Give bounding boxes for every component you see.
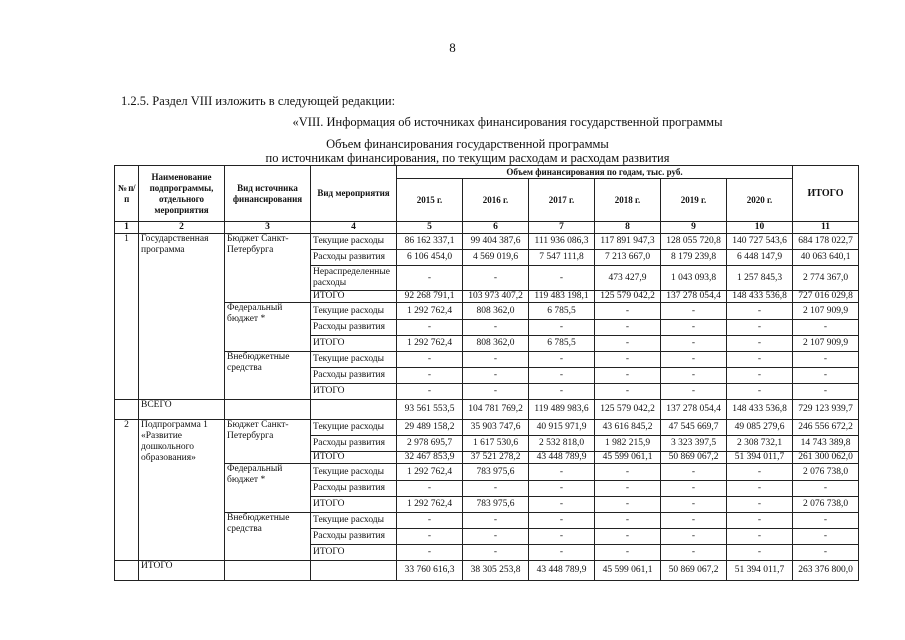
header-year: 2020 г. (727, 179, 793, 222)
value-cell: - (397, 513, 463, 529)
value-cell: - (529, 384, 595, 400)
value-cell: - (529, 497, 595, 513)
total-label: ВСЕГО (139, 400, 225, 420)
value-cell: - (727, 336, 793, 352)
value-cell: - (595, 336, 661, 352)
intro-text: 1.2.5. Раздел VIII изложить в следующей редакции: (121, 94, 396, 108)
value-cell: 2 107 909,9 (793, 336, 859, 352)
value-cell: - (661, 481, 727, 497)
index-cell: 2 (139, 222, 225, 234)
value-cell: 125 579 042,2 (595, 291, 661, 303)
kind-label: Текущие расходы (311, 513, 397, 529)
index-cell: 3 (225, 222, 311, 234)
value-cell: - (463, 368, 529, 384)
value-cell: 38 305 253,8 (463, 561, 529, 581)
value-cell: - (661, 303, 727, 320)
table-caption (0, 137, 905, 165)
value-cell: 51 394 011,7 (727, 561, 793, 581)
value-cell: 808 362,0 (463, 303, 529, 320)
index-cell: 9 (661, 222, 727, 234)
value-cell: 729 123 939,7 (793, 400, 859, 420)
value-cell: - (727, 352, 793, 368)
value-cell: - (595, 497, 661, 513)
value-cell: - (529, 266, 595, 291)
source-name: Федеральный бюджет * (225, 303, 311, 352)
value-cell: 1 292 762,4 (397, 464, 463, 481)
index-cell: 10 (727, 222, 793, 234)
source-name: Бюджет Санкт-Петербурга (225, 234, 311, 303)
value-cell: - (397, 529, 463, 545)
table-header (115, 166, 859, 234)
kind-label: Расходы развития (311, 368, 397, 384)
value-cell: 37 521 278,2 (463, 452, 529, 464)
kind-label: Расходы развития (311, 436, 397, 452)
kind-label: Расходы развития (311, 529, 397, 545)
value-cell: - (463, 529, 529, 545)
value-cell: 3 323 397,5 (661, 436, 727, 452)
source-name: Федеральный бюджет * (225, 464, 311, 513)
value-cell: - (595, 384, 661, 400)
value-cell: - (397, 368, 463, 384)
value-cell: - (793, 352, 859, 368)
value-cell: 1 617 530,6 (463, 436, 529, 452)
value-cell: 86 162 337,1 (397, 234, 463, 250)
caption-line-2: по источникам финансирования, по текущим расходам и расходам развития (265, 151, 670, 165)
value-cell: 6 106 454,0 (397, 250, 463, 266)
value-cell: - (529, 481, 595, 497)
value-cell: 49 085 279,6 (727, 420, 793, 436)
value-cell: 128 055 720,8 (661, 234, 727, 250)
value-cell: 14 743 389,8 (793, 436, 859, 452)
empty-cell (311, 400, 397, 420)
value-cell: - (661, 336, 727, 352)
value-cell: - (529, 368, 595, 384)
header-no: № п/п (115, 166, 139, 222)
value-cell: 43 448 789,9 (529, 452, 595, 464)
header-kind: Вид мероприятия (311, 166, 397, 222)
value-cell: 119 483 198,1 (529, 291, 595, 303)
value-cell: 29 489 158,2 (397, 420, 463, 436)
value-cell: - (727, 320, 793, 336)
value-cell: 783 975,6 (463, 464, 529, 481)
value-cell: 473 427,9 (595, 266, 661, 291)
kind-label: Расходы развития (311, 250, 397, 266)
value-cell: 45 599 061,1 (595, 452, 661, 464)
value-cell: 808 362,0 (463, 336, 529, 352)
kind-label: Текущие расходы (311, 352, 397, 368)
value-cell: - (397, 481, 463, 497)
value-cell: 92 268 791,1 (397, 291, 463, 303)
value-cell: - (793, 481, 859, 497)
value-cell: 6 785,5 (529, 336, 595, 352)
value-cell: - (463, 384, 529, 400)
value-cell: - (661, 352, 727, 368)
value-cell: 51 394 011,7 (727, 452, 793, 464)
empty-cell (225, 400, 311, 420)
value-cell: 104 781 769,2 (463, 400, 529, 420)
value-cell: 43 616 845,2 (595, 420, 661, 436)
value-cell: - (397, 320, 463, 336)
value-cell: - (793, 384, 859, 400)
value-cell: 40 063 640,1 (793, 250, 859, 266)
value-cell: - (595, 513, 661, 529)
value-cell: - (463, 481, 529, 497)
table-row (115, 303, 859, 320)
value-cell: - (595, 529, 661, 545)
value-cell: - (661, 464, 727, 481)
value-cell: 137 278 054,4 (661, 291, 727, 303)
value-cell: - (529, 545, 595, 561)
index-cell: 7 (529, 222, 595, 234)
value-cell: 1 292 762,4 (397, 497, 463, 513)
value-cell: - (397, 266, 463, 291)
value-cell: 246 556 672,2 (793, 420, 859, 436)
value-cell: 137 278 054,4 (661, 400, 727, 420)
kind-label: ИТОГО (311, 545, 397, 561)
table-row (115, 352, 859, 368)
value-cell: 6 785,5 (529, 303, 595, 320)
value-cell: 2 107 909,9 (793, 303, 859, 320)
value-cell: 2 978 695,7 (397, 436, 463, 452)
kind-label: Текущие расходы (311, 420, 397, 436)
empty-cell (225, 561, 311, 581)
value-cell: - (397, 545, 463, 561)
value-cell: 50 869 067,2 (661, 561, 727, 581)
value-cell: - (529, 464, 595, 481)
kind-label: ИТОГО (311, 497, 397, 513)
value-cell: 93 561 553,5 (397, 400, 463, 420)
kind-label: Текущие расходы (311, 234, 397, 250)
header-year: 2018 г. (595, 179, 661, 222)
value-cell: 2 076 738,0 (793, 497, 859, 513)
table-row (115, 464, 859, 481)
value-cell: 2 308 732,1 (727, 436, 793, 452)
value-cell: 35 903 747,6 (463, 420, 529, 436)
empty-cell (311, 561, 397, 581)
value-cell: - (661, 545, 727, 561)
value-cell: - (595, 464, 661, 481)
value-cell: 47 545 669,7 (661, 420, 727, 436)
kind-label: ИТОГО (311, 452, 397, 464)
value-cell: - (595, 352, 661, 368)
value-cell: - (463, 320, 529, 336)
value-cell: - (397, 352, 463, 368)
value-cell: 8 179 239,8 (661, 250, 727, 266)
value-cell: 148 433 536,8 (727, 400, 793, 420)
value-cell: 50 869 067,2 (661, 452, 727, 464)
value-cell: 43 448 789,9 (529, 561, 595, 581)
value-cell: - (727, 303, 793, 320)
value-cell: - (595, 303, 661, 320)
program-name: Подпрограмма 1 «Развитие дошкольного образования» (139, 420, 225, 561)
value-cell: - (727, 464, 793, 481)
value-cell: 783 975,6 (463, 497, 529, 513)
total-label: ИТОГО (139, 561, 225, 581)
value-cell: 2 774 367,0 (793, 266, 859, 291)
value-cell: 6 448 147,9 (727, 250, 793, 266)
value-cell: 148 433 536,8 (727, 291, 793, 303)
value-cell: 1 043 093,8 (661, 266, 727, 291)
section-title: «VIII. Информация об источниках финансирования государственной программы (292, 115, 723, 129)
header-year: 2015 г. (397, 179, 463, 222)
value-cell: - (727, 497, 793, 513)
value-cell: 117 891 947,3 (595, 234, 661, 250)
kind-label: Текущие расходы (311, 303, 397, 320)
value-cell: - (661, 529, 727, 545)
value-cell: 1 292 762,4 (397, 303, 463, 320)
value-cell: 125 579 042,2 (595, 400, 661, 420)
value-cell: 7 213 667,0 (595, 250, 661, 266)
kind-label: ИТОГО (311, 291, 397, 303)
value-cell: - (463, 266, 529, 291)
value-cell: - (661, 497, 727, 513)
value-cell: - (595, 368, 661, 384)
index-cell: 11 (793, 222, 859, 234)
table-row (115, 513, 859, 529)
header-year: 2017 г. (529, 179, 595, 222)
value-cell: - (727, 368, 793, 384)
value-cell: - (595, 545, 661, 561)
value-cell: 103 973 407,2 (463, 291, 529, 303)
value-cell: - (529, 513, 595, 529)
value-cell: - (661, 384, 727, 400)
header-source: Вид источника финансирования (225, 166, 311, 222)
table-row (115, 420, 859, 436)
total-row (115, 561, 859, 581)
kind-label: Расходы развития (311, 320, 397, 336)
program-name: Государственная программа (139, 234, 225, 400)
value-cell: - (529, 352, 595, 368)
kind-label: Расходы развития (311, 481, 397, 497)
value-cell: 45 599 061,1 (595, 561, 661, 581)
kind-label: Текущие расходы (311, 464, 397, 481)
value-cell: 1 292 762,4 (397, 336, 463, 352)
index-cell: 5 (397, 222, 463, 234)
value-cell: 40 915 971,9 (529, 420, 595, 436)
table-row (115, 234, 859, 250)
empty-cell (115, 561, 139, 581)
value-cell: - (793, 368, 859, 384)
value-cell: - (595, 320, 661, 336)
value-cell: 111 936 086,3 (529, 234, 595, 250)
value-cell: - (793, 320, 859, 336)
value-cell: - (661, 368, 727, 384)
source-name: Внебюджетные средства (225, 513, 311, 561)
index-cell: 6 (463, 222, 529, 234)
page-number: 8 (449, 40, 456, 55)
value-cell: - (463, 545, 529, 561)
source-name: Внебюджетные средства (225, 352, 311, 400)
value-cell: 261 300 062,0 (793, 452, 859, 464)
header-name: Наименование подпрограммы, отдельного мероприятия (139, 166, 225, 222)
value-cell: - (661, 320, 727, 336)
row-number: 1 (115, 234, 139, 400)
header-year: 2016 г. (463, 179, 529, 222)
value-cell: - (529, 529, 595, 545)
value-cell: - (727, 481, 793, 497)
index-cell: 1 (115, 222, 139, 234)
value-cell: 2 076 738,0 (793, 464, 859, 481)
value-cell: - (463, 352, 529, 368)
value-cell: 140 727 543,6 (727, 234, 793, 250)
header-year: 2019 г. (661, 179, 727, 222)
value-cell: - (727, 529, 793, 545)
value-cell: 684 178 022,7 (793, 234, 859, 250)
value-cell: 2 532 818,0 (529, 436, 595, 452)
row-number: 2 (115, 420, 139, 561)
value-cell: 727 016 029,8 (793, 291, 859, 303)
value-cell: 33 760 616,3 (397, 561, 463, 581)
kind-label: Нераспределенные расходы (311, 266, 397, 291)
total-row (115, 400, 859, 420)
empty-cell (115, 400, 139, 420)
value-cell: 4 569 019,6 (463, 250, 529, 266)
value-cell: - (793, 545, 859, 561)
header-total: ИТОГО (793, 166, 859, 222)
value-cell: 263 376 800,0 (793, 561, 859, 581)
value-cell: - (793, 513, 859, 529)
financing-table (114, 165, 859, 581)
value-cell: - (661, 513, 727, 529)
value-cell: 1 257 845,3 (727, 266, 793, 291)
index-cell: 8 (595, 222, 661, 234)
header-years-group: Объем финансирования по годам, тыс. руб. (397, 166, 793, 179)
index-cell: 4 (311, 222, 397, 234)
value-cell: - (727, 384, 793, 400)
value-cell: 99 404 387,6 (463, 234, 529, 250)
kind-label: ИТОГО (311, 384, 397, 400)
kind-label: ИТОГО (311, 336, 397, 352)
value-cell: - (397, 384, 463, 400)
value-cell: - (793, 529, 859, 545)
value-cell: 7 547 111,8 (529, 250, 595, 266)
value-cell: 32 467 853,9 (397, 452, 463, 464)
value-cell: - (463, 513, 529, 529)
source-name: Бюджет Санкт-Петербурга (225, 420, 311, 464)
value-cell: - (595, 481, 661, 497)
value-cell: - (529, 320, 595, 336)
value-cell: 119 489 983,6 (529, 400, 595, 420)
value-cell: 1 982 215,9 (595, 436, 661, 452)
value-cell: - (727, 513, 793, 529)
caption-line-1: Объем финансирования государственной программы (326, 137, 609, 151)
value-cell: - (727, 545, 793, 561)
